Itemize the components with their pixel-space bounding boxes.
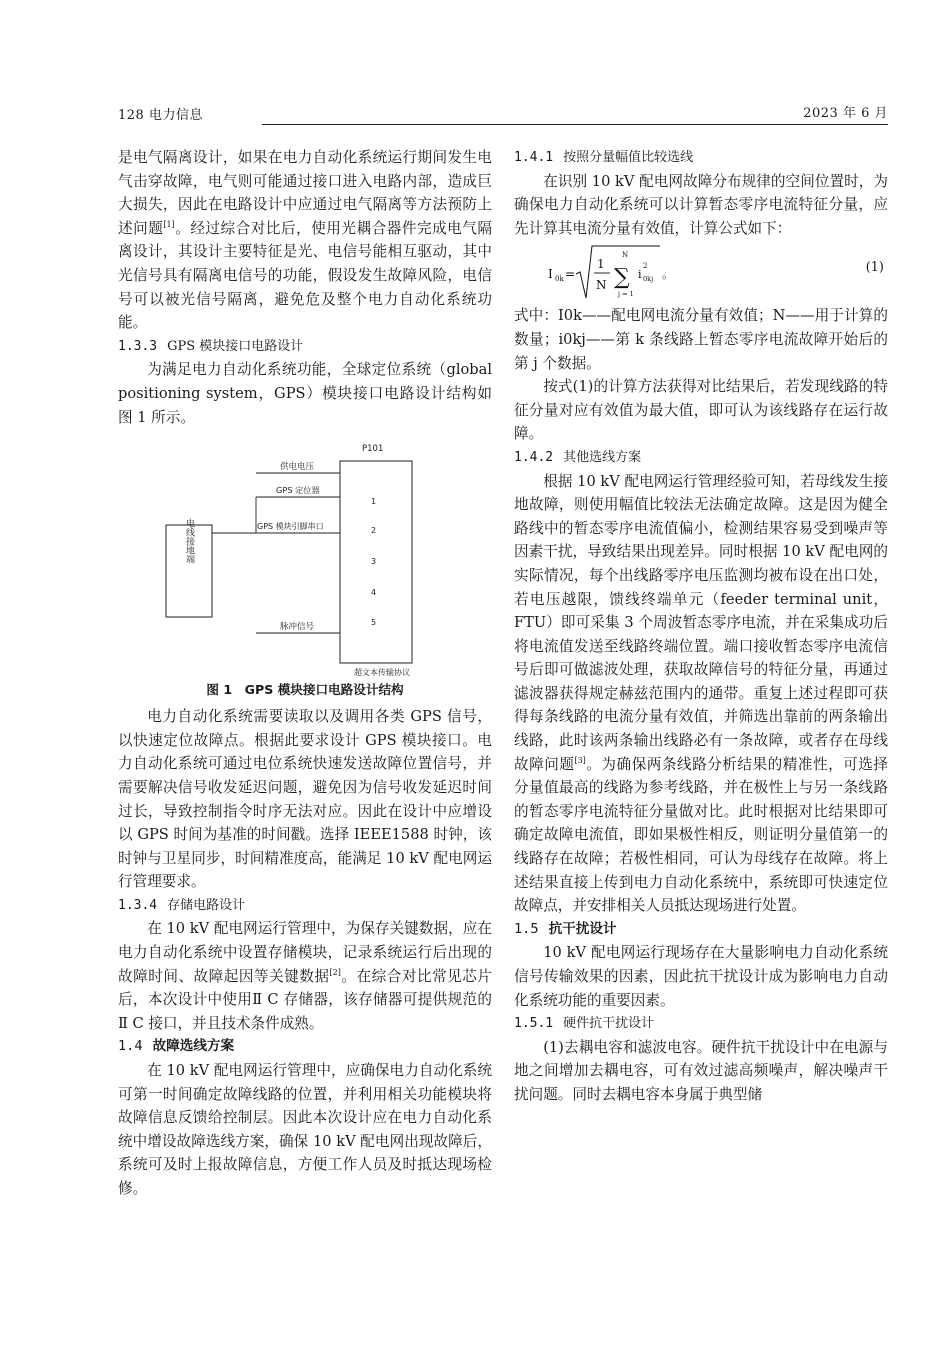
paragraph (514, 470, 888, 918)
paragraph: 10 kV 配电网运行现场存在大量影响电力自动化系统信号传输效果的因素，因此抗干扰设计成为影响电力自动化系统功能的重要因素。 (514, 944, 888, 1009)
eq-sign: = (565, 267, 576, 282)
signal-label-pulse: 脉冲信号 (280, 622, 315, 633)
section-title: 其他选线方案 (563, 449, 642, 465)
section-number: 1.3.3 (118, 338, 158, 354)
sum-upper: N (622, 251, 629, 260)
sigma-symbol: ∑ (614, 265, 630, 291)
section-title: GPS 模块接口电路设计 (167, 338, 304, 354)
section-title: 存储电路设计 (167, 897, 246, 913)
section-heading-1-4-2 (514, 446, 888, 470)
eq-term: i (638, 268, 642, 282)
paragraph: 式中：I0k——配电网电流分量有效值；N——用于计算的数量；i0kj——第 k 条线路上暂态零序电流故障开始后的第 j 个数据。 (514, 307, 888, 372)
paragraph: 在 10 kV 配电网运行管理中，应确保电力自动化系统可第一时间确定故障线路的位置，并利用相关功能模块将故障信息反馈给控制层。因此本次设计应在电力自动化系统中增设故障选线方案，确保 10 kV 配电网出现故障后，系统可及时上报故障信息，方便工作人员及时抵达现场检修。 (118, 1062, 492, 1197)
paragraph-text: 。为确保两条线路分析结果的精准性，可选择分量值最高的线路为参考线路，并在极性上与另一条线路的暂态零序电流特征分量做对比。此时根据对比结果即可确定故障电流值，即如果极性相反，则证明分量值第一的线路存在故障；若极性相同，可认为母线存在故障。将上述结果直接上传到电力自动化系统中，系统即可快速定位故障点，并安排相关人员抵达现场进行处置。 (514, 755, 888, 915)
paragraph (118, 917, 492, 1035)
citation-ref: [3] (574, 755, 586, 765)
figure-caption: 图 1 GPS 模块接口电路设计结构 (206, 682, 404, 698)
equation-graphic (514, 240, 844, 304)
chip-label: P101 (362, 444, 384, 455)
section-title: 抗干扰设计 (548, 920, 617, 937)
circuit-diagram (118, 429, 492, 679)
paragraph: 在识别 10 kV 配电网故障分布规律的空间位置时，为确保电力自动化系统可以计算暂态零序电流特征分量，应先计算其电流分量有效值，计算公式如下： (514, 172, 888, 237)
equation-1 (514, 240, 888, 304)
section-heading-1-5 (514, 918, 888, 942)
section-number: 1.5 (514, 920, 539, 937)
paragraph: 为满足电力自动化系统功能，全球定位系统（global positioning system，GPS）模块接口电路设计结构如图 1 所示。 (118, 361, 492, 426)
section-number: 1.4.2 (514, 449, 554, 465)
paragraph: 按式(1)的计算方法获得对比结果后，若发现线路的特征分量对应有效值为最大值，即可认为该线路存在运行故障。 (514, 378, 888, 443)
frac-numerator: 1 (597, 257, 605, 272)
pin-label: 4 (371, 588, 377, 598)
pin-label: 1 (371, 497, 377, 507)
frac-denominator: N (596, 278, 607, 293)
sum-lower: j = 1 (618, 290, 634, 299)
section-heading-1-3-4 (118, 894, 492, 918)
figure-1 (118, 429, 492, 679)
paragraph-text: 。在综合对比常见芯片后，本次设计中使用Ⅱ C 存储器，该存储器可提供规范的Ⅱ C 接口，并且技术条件成熟。 (118, 967, 492, 1032)
pin-label: 3 (371, 557, 377, 567)
right-column (514, 146, 888, 1107)
eq-lhs: I (548, 267, 553, 282)
eq-end: 。 (662, 267, 675, 282)
pin-label: 2 (371, 526, 377, 536)
equation-number: (1) (865, 260, 884, 276)
section-heading-1-4-1 (514, 146, 888, 170)
pin-label: 5 (371, 618, 377, 628)
header-rule (262, 124, 888, 125)
section-heading-1-4 (118, 1035, 492, 1059)
left-column (118, 146, 492, 1201)
signal-label-gps-locator: GPS 定位器 (276, 485, 320, 496)
signal-label-gps-serial: GPS 模块引脚串口 (257, 522, 324, 532)
citation-ref: [1] (163, 219, 175, 229)
eq-term-sup: 2 (643, 262, 648, 271)
running-header-right: 2023 年 6 月 (803, 106, 888, 121)
protocol-note: 超文本传输协议 (354, 668, 410, 678)
paragraph-text: 是电气隔离设计，如果在电力自动化系统运行期间发生电气击穿故障，电气则可能通过接口进入电路内部，造成巨大损失，因此在电路设计中应通过电气隔离等方法预防上述问题 (118, 149, 492, 237)
section-title: 故障选线方案 (152, 1038, 235, 1055)
paragraph-text: 在 10 kV 配电网运行管理中，为保存关键数据，应在电力自动化系统中设置存储模块，记录系统运行后出现的故障时间、故障起因等关键数据 (118, 920, 492, 985)
paragraph (118, 146, 492, 335)
paragraph-text: 根据 10 kV 配电网运行管理经验可知，若母线发生接地故障，则使用幅值比较法无法确定故障。这是因为健全路线中的暂态零序电流值偏小，检测结果容易受到噪声等因素干扰，导致结果出现差异。同时根据 10 kV 配电网的实际情况，每个出线路零序电压监测均被布设在出口处，若电压越限，馈线终端单元（feeder terminal unit，FTU）即可采集 3 个周波暂态零序电流，并在采集成功后将电流值发送至线路终端位置。端口接收暂态零序电流信号后即可做滤波处理，获取故障信号的特征分量，再通过滤波器获得规定赫兹范围内的通带。重复上述过程即可获得每条线路的电流分量有效值，并筛选出靠前的两条输出线路，此时该两条输出线路必有一条故障，或者存在母线故障问题 (514, 472, 888, 773)
section-number: 1.4.1 (514, 150, 554, 165)
section-heading-1-5-1 (514, 1012, 888, 1036)
citation-ref: [2] (329, 967, 341, 977)
paragraph: (1)去耦电容和滤波电容。硬件抗干扰设计中在电源与地之间增加去耦电容，可有效过滤高频噪声，解决噪声干扰问题。同时去耦电容本身属于典型储 (514, 1038, 888, 1103)
eq-term-sub: 0kj (643, 275, 654, 284)
section-title: 按照分量幅值比较选线 (563, 150, 694, 165)
paragraph-text: 。经过综合对比后，使用光耦合器件完成电气隔离设计，其设计主要特征是光、电信号能相互驱动，其中光信号具有隔离电信号的功能，假设发生故障风险，电信号可以被光信号隔离，避免危及整个电力自动化系统功能。 (118, 219, 492, 332)
running-header-left: 128 电力信息 (118, 108, 203, 123)
section-number: 1.5.1 (514, 1016, 554, 1032)
section-heading-1-3-3 (118, 335, 492, 359)
section-title: 硬件抗干扰设计 (563, 1016, 655, 1032)
paragraph: 电力自动化系统需要读取以及调用各类 GPS 信号，以快速定位故障点。根据此要求设计 GPS 模块接口。电力自动化系统可通过电位系统快速发送故障位置信号，并需要解决信号收发延迟问题，避免因为信号收发延迟时间过长，导致控制指令时序无法对应。因此在设计中应增设以 GPS 时间为基准的时间戳。选择 IEEE1588 时钟，该时钟与卫星同步，时间精准度高，能满足 10 kV 配电网运行管理要求。 (118, 708, 492, 891)
eq-lhs-sub: 0k (555, 275, 564, 284)
section-number: 1.4 (118, 1038, 143, 1055)
signal-label-supply: 供电电压 (280, 462, 315, 473)
ground-terminal-label: 电线接地端 (184, 518, 194, 564)
section-number: 1.3.4 (118, 897, 158, 913)
